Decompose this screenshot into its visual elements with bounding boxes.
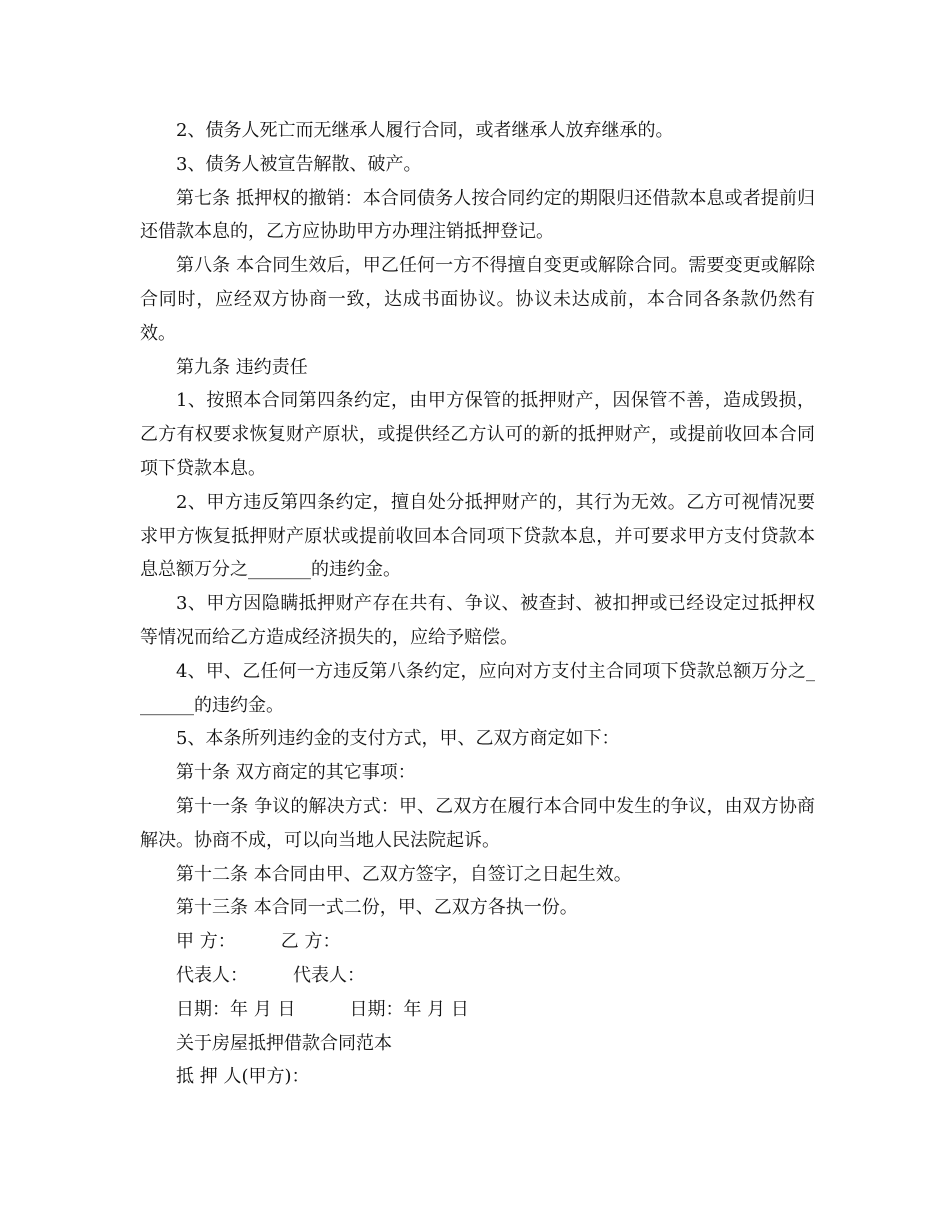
paragraph-clause-9-item-4: 4、甲、乙任何一方违反第八条约定，应向对方支付主合同项下贷款总额万分之_______的违约金。 [140,660,815,716]
paragraph-clause-9-item-1: 1、按照本合同第四条约定，由甲方保管的抵押财产，因保管不善，造成毁损，乙方有权要求恢复财产原状，或提供经乙方认可的新的抵押财产，或提前收回本合同项下贷款本息。 [140,390,815,479]
paragraph-clause-9-heading: 第九条 违约责任 [176,356,308,378]
paragraph-clause-9-item-3: 3、甲方因隐瞒抵押财产存在共有、争议、被查封、被扣押或已经设定过抵押权等情况而给乙方造成经济损失的，应给予赔偿。 [140,593,815,648]
paragraph-clause-9-item-5: 5、本条所列违约金的支付方式，甲、乙双方商定如下： [176,728,620,750]
paragraph-clause-11: 第十一条 争议的解决方式：甲、乙双方在履行本合同中发生的争议，由双方协商解决。协商不成，可以向当地人民法院起诉。 [140,795,815,851]
next-document-title: 关于房屋抵押借款合同范本 [176,1032,392,1054]
paragraph-clause-9-item-2: 2、甲方违反第四条约定，擅自处分抵押财产的，其行为无效。乙方可视情况要求甲方恢复抵押财产原状或提前收回本合同项下贷款本息，并可要求甲方支付贷款本息总额万分之_______的违约金。 [140,491,815,581]
paragraph-clause-10: 第十条 双方商定的其它事项： [176,762,416,784]
mortgagor-line: 抵 押 人(甲方)： [176,1066,310,1088]
signature-parties-line: 甲 方： 乙 方： [176,931,341,953]
paragraph-clause-6-item-3: 3、债务人被宣告解散、破产。 [176,153,422,175]
paragraph-clause-8: 第八条 本合同生效后，甲乙任何一方不得擅自变更或解除合同。需要变更或解除合同时，应经双方协商一致，达成书面协议。协议未达成前，本合同各条款仍然有效。 [140,255,815,344]
paragraph-clause-13: 第十三条 本合同一式二份，甲、乙双方各执一份。 [176,897,578,919]
document-body [140,114,815,1094]
paragraph-clause-7: 第七条 抵押权的撤销：本合同债务人按合同约定的期限归还借款本息或者提前归还借款本息的，乙方应协助甲方办理注销抵押登记。 [140,187,815,243]
signature-representatives-line: 代表人： 代表人： [176,964,365,986]
paragraph-clause-6-item-2: 2、债务人死亡而无继承人履行合同，或者继承人放弃继承的。 [176,120,674,141]
signature-dates-line: 日期：年 月 日 日期：年 月 日 [176,998,469,1020]
paragraph-clause-12: 第十二条 本合同由甲、乙双方签字，自签订之日起生效。 [176,863,632,885]
